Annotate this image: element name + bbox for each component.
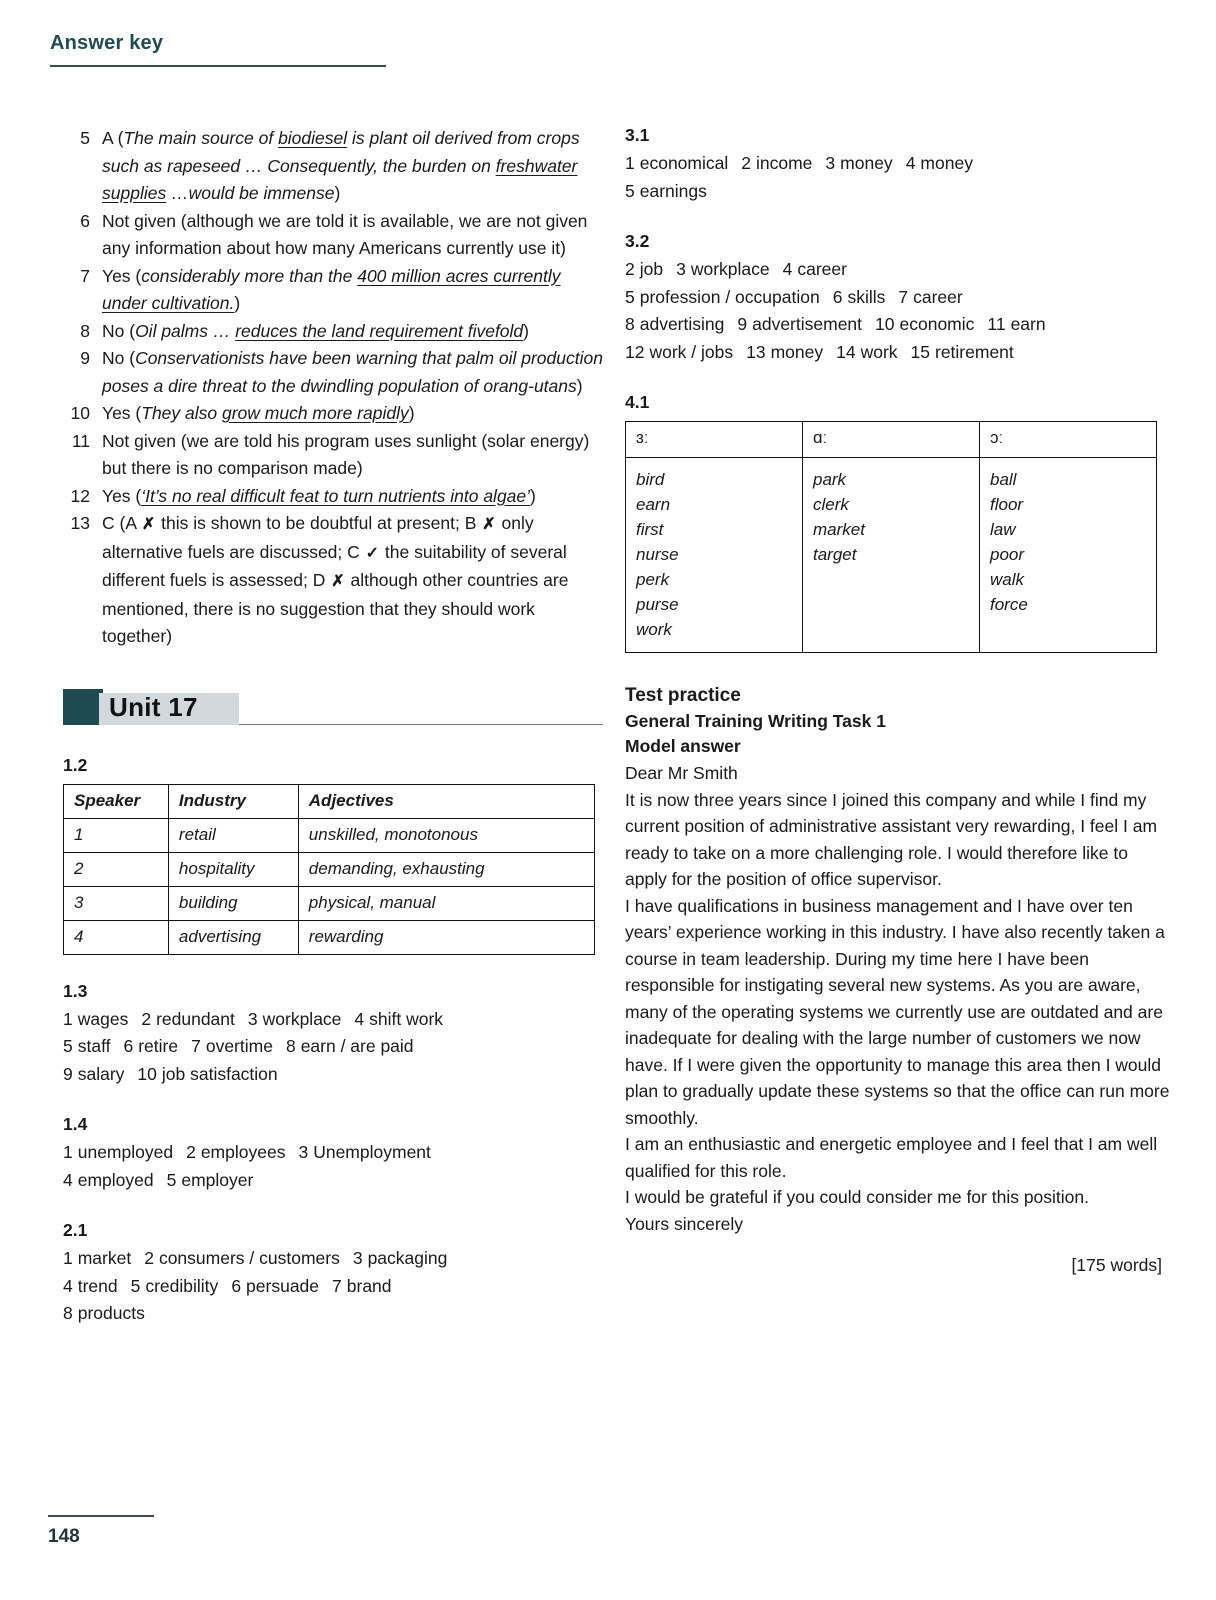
test-practice-section	[625, 683, 1170, 1276]
vowel-word: earn	[636, 495, 671, 514]
answer-text: Unemployment	[313, 1142, 431, 1162]
vowel-word: ball	[990, 470, 1017, 489]
vowel-word: bird	[636, 470, 665, 489]
table-row	[64, 920, 595, 954]
answer-number: 9	[737, 314, 748, 334]
answer-number: 5	[130, 1275, 141, 1296]
answer-line	[63, 1300, 603, 1328]
answer-text: income	[756, 153, 813, 173]
vowel-word: floor	[990, 495, 1024, 514]
section-body-1-3	[63, 1006, 603, 1089]
answer-text: skills	[847, 286, 886, 307]
vowel-word: work	[636, 620, 672, 639]
answer-text: employer	[181, 1169, 254, 1190]
table-cell: building	[168, 886, 298, 920]
section-heading-3-2: 3.2	[625, 231, 650, 251]
answer-text: redundant	[156, 1008, 235, 1029]
unit-banner-square-icon	[63, 689, 103, 725]
answer-number: 4	[63, 1275, 73, 1296]
answer-line	[63, 1061, 603, 1089]
vowel-word: walk	[990, 570, 1025, 589]
answer-item	[63, 483, 603, 511]
table-cell: 3	[64, 886, 169, 920]
vowel-word: law	[990, 520, 1016, 539]
unit-banner-rule	[239, 724, 603, 725]
vowel-word-cell	[980, 458, 1157, 653]
table-cell: retail	[168, 818, 298, 852]
answer-number: 10	[70, 403, 90, 423]
table-cell: physical, manual	[298, 886, 594, 920]
answer-text: staff	[77, 1036, 111, 1056]
model-answer-letter	[625, 760, 1170, 1237]
answer-number: 11	[987, 314, 1006, 334]
answer-number: 1	[63, 1142, 73, 1162]
answer-text: work	[860, 341, 898, 362]
answer-number: 3	[676, 259, 686, 279]
letter-paragraph: Dear Mr Smith	[625, 763, 738, 783]
answer-number: 2	[144, 1248, 154, 1268]
answer-number: 1	[63, 1008, 73, 1029]
answer-item	[63, 345, 603, 400]
table-cell: hospitality	[168, 852, 298, 886]
vowel-word: park	[812, 470, 847, 489]
section-heading-3-1: 3.1	[625, 125, 650, 145]
answer-text: Yes (considerably more than the 400 million acres currently under cultivation.)	[102, 265, 561, 313]
section-heading-2-1: 2.1	[63, 1220, 88, 1240]
answer-text: profession / occupation	[639, 286, 820, 307]
answer-line	[63, 1167, 603, 1195]
answer-text: No (Oil palms … reduces the land requirement fivefold)	[102, 320, 529, 341]
answer-text: brand	[346, 1275, 392, 1296]
answer-text: trend	[77, 1275, 118, 1296]
answer-text: Not given (we are told his program uses sunlight (solar energy) but there is no comparison made)	[102, 430, 590, 478]
header-rule	[50, 65, 386, 67]
table-body-row	[626, 458, 1157, 653]
table-header-row	[64, 784, 595, 818]
answer-text: Yes (‘It’s no real difficult feat to turn nutrients into algae’)	[102, 485, 536, 506]
left-column	[63, 125, 603, 1328]
answer-number: 1	[625, 153, 635, 173]
answer-text: overtime	[205, 1036, 273, 1056]
answer-number: 12	[625, 341, 645, 362]
answer-text: money	[840, 153, 893, 173]
answer-text: products	[77, 1303, 145, 1323]
answer-line	[63, 1033, 603, 1061]
answer-text: career	[797, 259, 847, 279]
letter-paragraph: I am an enthusiastic and energetic employee and I feel that I am well qualified for this role.	[625, 1134, 1158, 1181]
speaker-industry-table	[63, 784, 595, 955]
answer-text: economical	[639, 153, 729, 173]
word-count: [175 words]	[1071, 1255, 1162, 1275]
page-number: 148	[48, 1526, 80, 1547]
page-title: Answer key	[50, 32, 164, 54]
answer-text: shift work	[369, 1008, 444, 1029]
answer-number: 2	[741, 153, 751, 173]
section-heading-4-1: 4.1	[625, 392, 650, 412]
test-practice-model-answer-label: Model answer	[625, 736, 741, 756]
answer-line	[625, 284, 1170, 312]
answer-number: 4	[354, 1008, 365, 1029]
answer-text: money	[770, 341, 824, 362]
answer-text: Yes (They also grow much more rapidly)	[102, 403, 415, 423]
vowel-column-header: ɑː	[802, 422, 979, 458]
answer-text: earn / are paid	[300, 1036, 414, 1056]
answer-line	[63, 1245, 603, 1273]
section-body-3-2	[625, 256, 1170, 366]
table-cell: unskilled, monotonous	[298, 818, 594, 852]
letter-paragraph: I have qualifications in business management and I have over ten years’ experience working in this industry. I have also recently taken a course in team leadership. During my time here I have been responsible for instigating several new systems. As you are aware, many of the operating systems we currently use are outdated and are inadequate for dealing with the large number of customers we now have. If I were given the opportunity to manage this area then I would plan to gradually update these systems so that the office can run more smoothly.	[625, 895, 1170, 1128]
section-body-1-4	[63, 1139, 603, 1194]
vowel-word: target	[812, 545, 857, 564]
section-heading-1-2: 1.2	[63, 754, 88, 775]
answer-text: No (Conservationists have been warning that palm oil production poses a dire threat to the dwindling population of orang-utans)	[102, 348, 603, 396]
answer-text: Not given (although we are told it is available, we are not given any information about how many Americans currently use it)	[102, 210, 588, 258]
answer-number: 2	[141, 1008, 152, 1029]
answer-text: work / jobs	[649, 341, 734, 362]
answer-text: advertising	[639, 314, 725, 334]
answer-line	[63, 1006, 603, 1034]
answer-text: economic	[899, 314, 975, 334]
answer-item	[63, 428, 603, 483]
answer-number: 3	[352, 1248, 363, 1268]
vowel-word-cell	[626, 458, 803, 653]
answer-number: 7	[898, 286, 909, 307]
answer-number: 3	[298, 1142, 309, 1162]
table-cell: demanding, exhausting	[298, 852, 594, 886]
answer-text: packaging	[367, 1248, 448, 1268]
answer-number: 1	[63, 1248, 73, 1268]
letter-paragraph: I would be grateful if you could consider me for this position.	[625, 1187, 1089, 1207]
answer-number: 8	[625, 314, 635, 334]
table-body	[64, 818, 595, 954]
answer-number: 7	[332, 1275, 342, 1296]
table-column-header: Industry	[168, 784, 298, 818]
answer-number: 10	[875, 314, 895, 334]
answer-line	[625, 178, 1170, 206]
vowel-word: market	[812, 520, 865, 539]
answer-number: 3	[247, 1008, 258, 1029]
answer-number: 9	[63, 1063, 73, 1084]
answer-number: 4	[905, 153, 916, 173]
vowel-word: force	[990, 595, 1028, 614]
section-body-3-1	[625, 150, 1170, 205]
answer-number: 6	[80, 210, 90, 231]
vowel-word: nurse	[636, 545, 679, 564]
table-column-header: Adjectives	[298, 784, 594, 818]
answer-text: advertisement	[752, 314, 863, 334]
page-footer	[48, 1515, 248, 1548]
answer-number: 6	[123, 1036, 134, 1056]
answer-item	[63, 263, 603, 318]
right-column	[625, 125, 1170, 1276]
answer-text: retire	[138, 1036, 179, 1056]
answer-item	[63, 318, 603, 346]
answer-text: credibility	[145, 1275, 219, 1296]
answer-number: 7	[191, 1036, 201, 1056]
answer-item	[63, 125, 603, 208]
section-body-2-1	[63, 1245, 603, 1328]
unit-banner	[63, 689, 603, 729]
answer-number: 3	[825, 153, 836, 173]
answer-text: persuade	[246, 1275, 320, 1296]
table-row	[64, 818, 595, 852]
answer-number: 12	[70, 485, 90, 506]
answer-number: 8	[80, 320, 90, 341]
answer-item	[63, 510, 603, 651]
answer-number: 5	[63, 1036, 73, 1056]
answer-text: career	[913, 286, 963, 307]
answer-text: A (The main source of biodiesel is plant oil derived from crops such as rapeseed … Consequently, the burden on freshwater supplies …would be immense)	[102, 128, 580, 203]
answer-number: 9	[80, 348, 90, 368]
answer-text: job	[639, 259, 664, 279]
table-cell: 2	[64, 852, 169, 886]
table-row	[64, 886, 595, 920]
reading-answers-list	[63, 125, 603, 651]
answer-number: 8	[63, 1303, 73, 1323]
answer-text: employees	[200, 1142, 286, 1162]
answer-number: 5	[80, 128, 90, 148]
answer-text: earn	[1010, 314, 1046, 334]
answer-text: retirement	[935, 341, 1014, 362]
vowel-column-header: ɔː	[980, 422, 1157, 458]
section-heading-1-3: 1.3	[63, 980, 88, 1001]
answer-number: 5	[625, 286, 635, 307]
answer-number: 5	[166, 1169, 177, 1190]
answer-number: 8	[285, 1036, 296, 1056]
answer-number: 4	[63, 1169, 73, 1190]
answer-text: wages	[77, 1008, 129, 1029]
table-cell: rewarding	[298, 920, 594, 954]
answer-line	[625, 150, 1170, 178]
footer-rule	[48, 1515, 154, 1517]
answer-number: 2	[625, 259, 635, 279]
answer-text: unemployed	[77, 1142, 174, 1162]
answer-line	[63, 1139, 603, 1167]
answer-text: consumers / customers	[158, 1248, 340, 1268]
vowel-word: perk	[636, 570, 670, 589]
answer-number: 15	[910, 341, 930, 362]
answer-text: job satisfaction	[161, 1063, 278, 1084]
table-cell: 4	[64, 920, 169, 954]
answer-number: 11	[71, 430, 90, 451]
vowel-word-cell	[802, 458, 979, 653]
answer-line	[625, 339, 1170, 367]
answer-number: 13	[746, 341, 766, 362]
table-cell: 1	[64, 818, 169, 852]
answer-number: 2	[186, 1142, 196, 1162]
answer-item	[63, 208, 603, 263]
answer-number: 4	[782, 259, 793, 279]
answer-number: 5	[625, 180, 635, 201]
table-header-row	[626, 422, 1157, 458]
answer-number: 13	[70, 513, 90, 533]
answer-text: earnings	[639, 180, 707, 201]
page-header	[50, 32, 390, 67]
answer-item	[63, 400, 603, 428]
table-cell: advertising	[168, 920, 298, 954]
vowel-sounds-table	[625, 421, 1157, 653]
answer-line	[625, 311, 1170, 339]
answer-text: workplace	[690, 259, 770, 279]
answer-text: employed	[77, 1169, 154, 1190]
answer-text: salary	[77, 1063, 125, 1084]
answer-text: money	[920, 153, 973, 173]
test-practice-task-label: General Training Writing Task 1	[625, 711, 886, 731]
answer-number: 7	[80, 265, 90, 286]
table-column-header: Speaker	[64, 784, 169, 818]
unit-banner-label: Unit 17	[109, 691, 198, 722]
vowel-column-header: ɜː	[626, 422, 803, 458]
table-row	[64, 852, 595, 886]
answer-number: 14	[836, 341, 856, 362]
answer-line	[625, 256, 1170, 284]
letter-paragraph: Yours sincerely	[625, 1213, 744, 1234]
section-heading-1-4: 1.4	[63, 1114, 88, 1134]
vowel-word: purse	[636, 595, 679, 614]
letter-paragraph: It is now three years since I joined this company and while I find my current position of administrative assistant very rewarding, I feel I am ready to take on a more challenging role. I would therefore like to apply for the position of office supervisor.	[625, 789, 1158, 889]
vowel-word: poor	[990, 545, 1025, 564]
answer-number: 6	[231, 1275, 242, 1296]
answer-number: 6	[832, 286, 843, 307]
answer-line	[63, 1273, 603, 1301]
answer-text: C (A ✗ this is shown to be doubtful at present; B ✗ only alternative fuels are discussed; C ✓ the suitability of several different fuels is assessed; D ✗ although other countries are mentioned, there is no suggestion that they should work together)	[102, 513, 569, 646]
answer-number: 10	[137, 1063, 157, 1084]
answer-text: workplace	[262, 1008, 342, 1029]
vowel-word: clerk	[812, 495, 849, 514]
vowel-word: first	[636, 520, 664, 539]
answer-text: market	[77, 1248, 132, 1268]
test-practice-title: Test practice	[625, 685, 741, 706]
